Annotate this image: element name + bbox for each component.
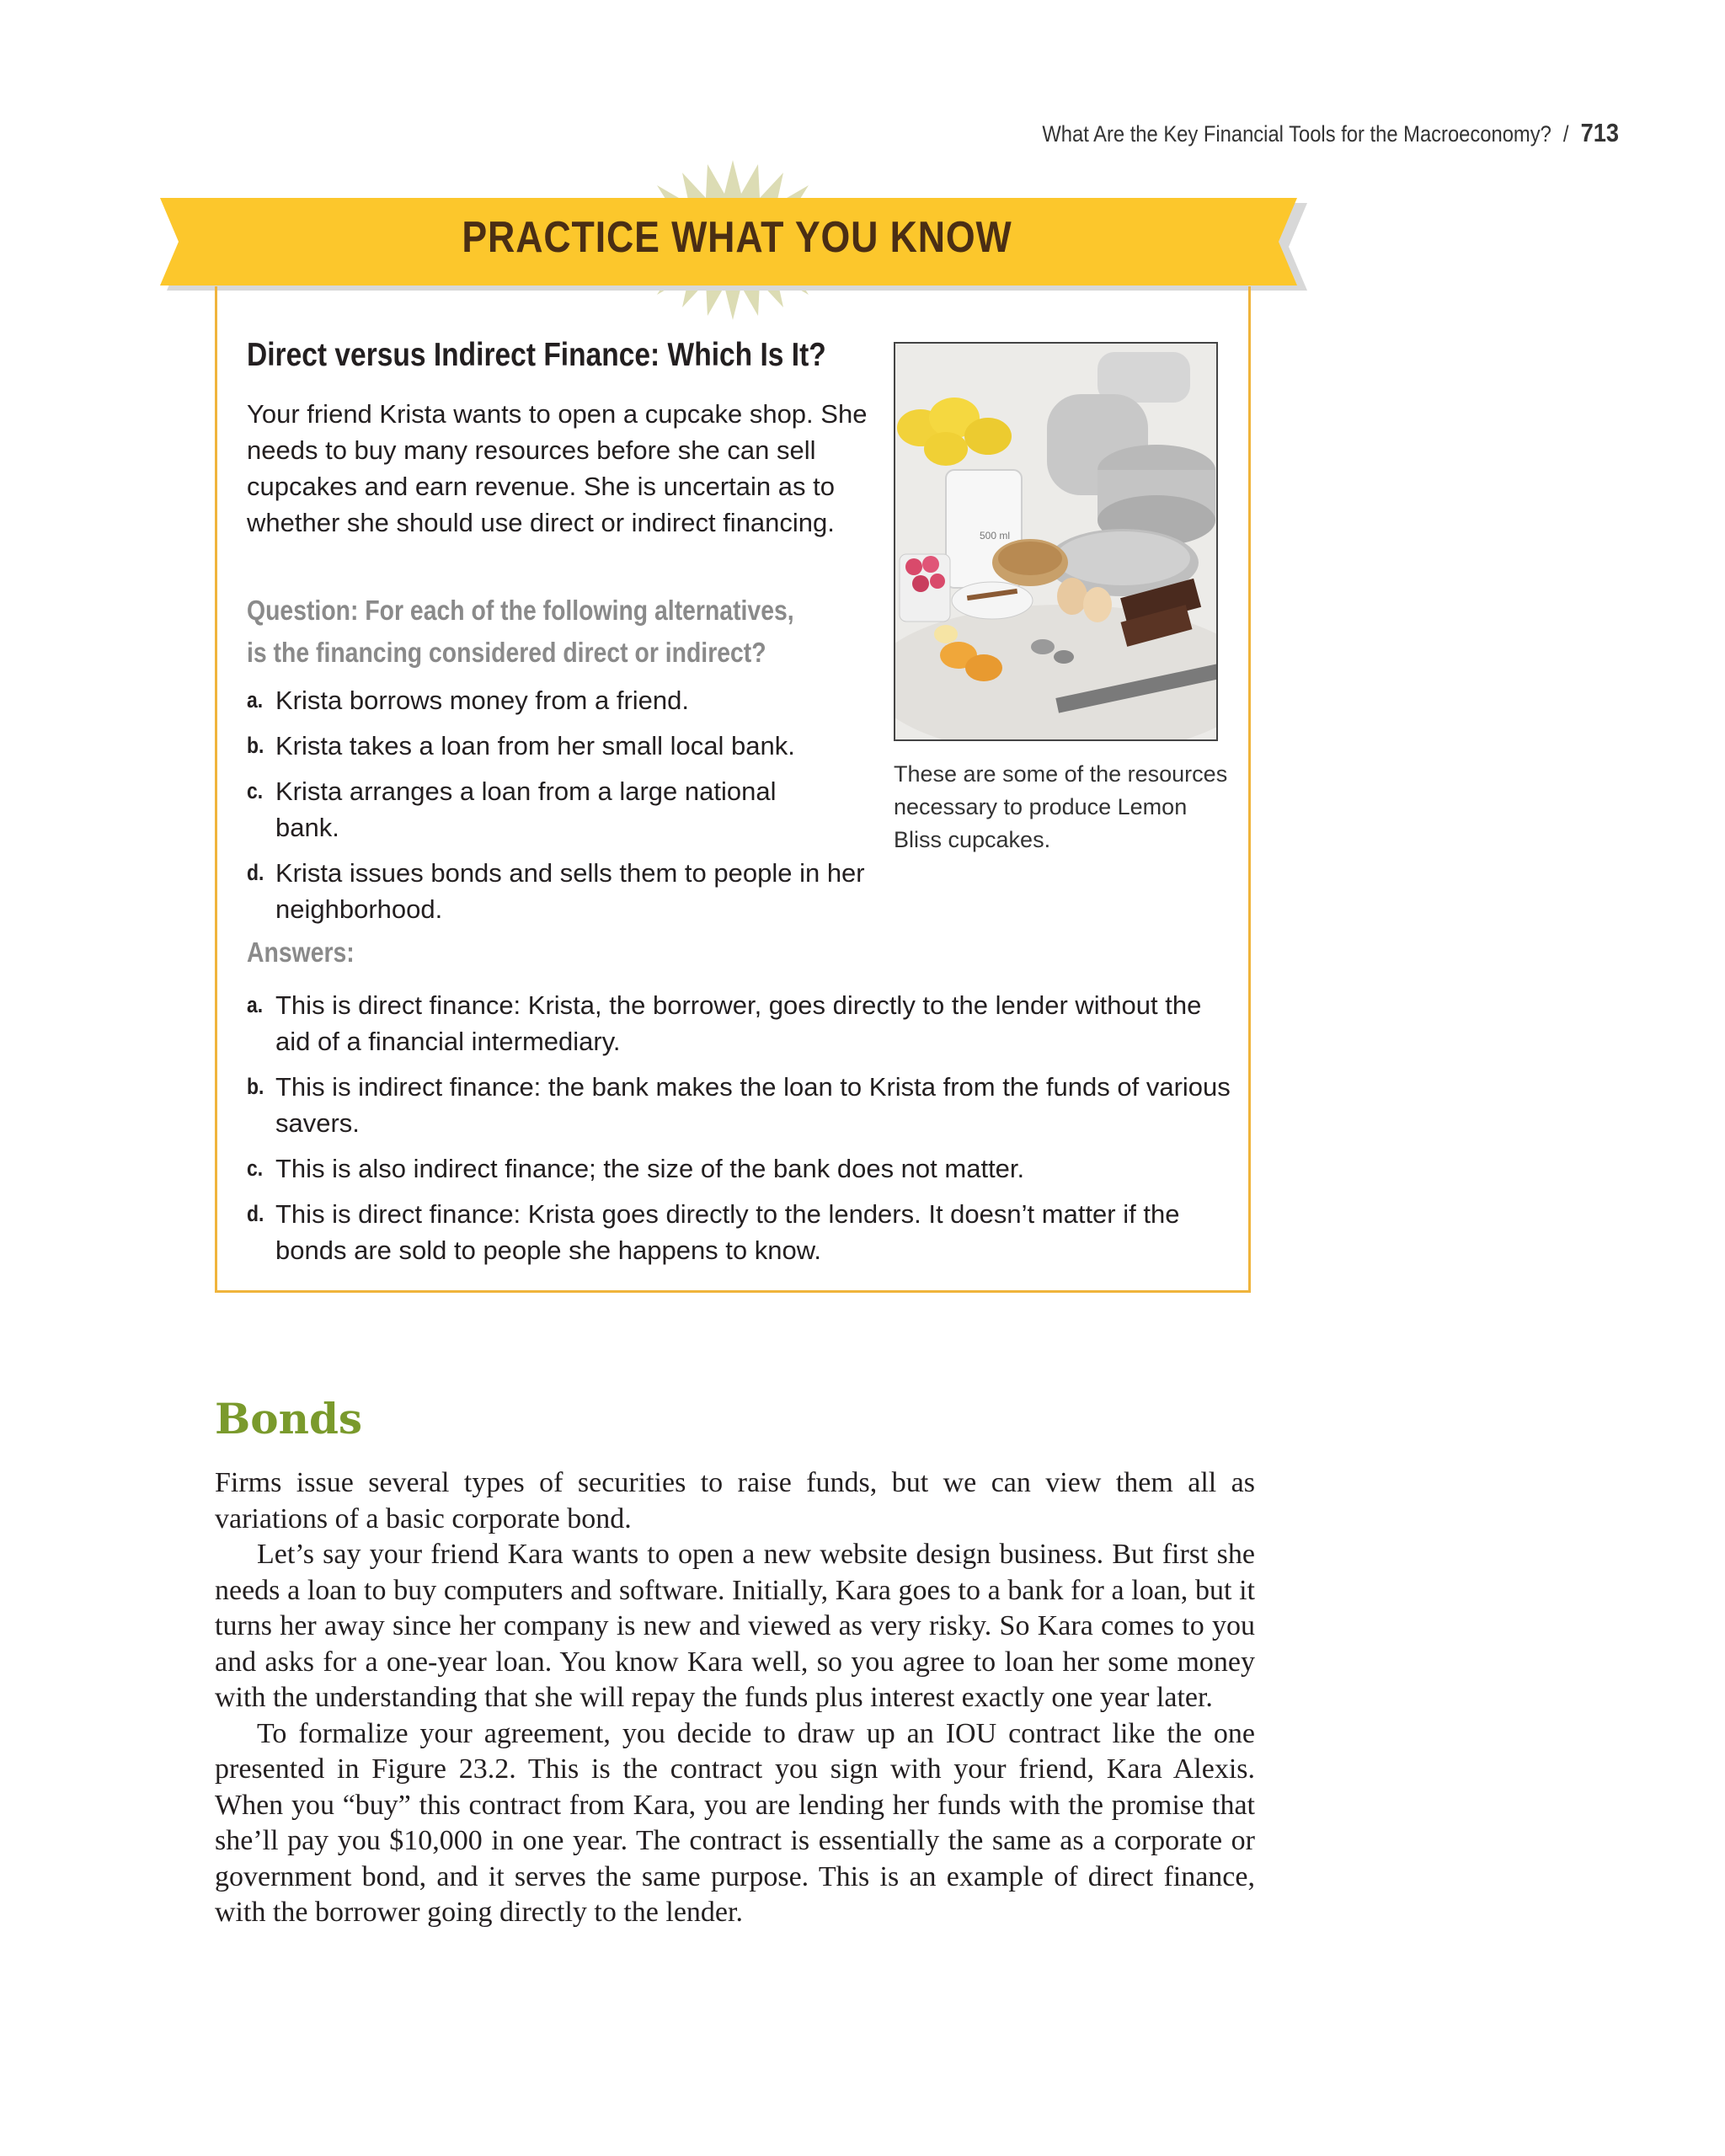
list-item bbox=[247, 1069, 1236, 1141]
item-text: This is also indirect finance; the size of the bank does not matter. bbox=[275, 1154, 1025, 1183]
item-text: Krista takes a loan from her small local bank. bbox=[275, 731, 795, 760]
running-head-title: What Are the Key Financial Tools for the Macroeconomy? bbox=[1042, 121, 1551, 147]
list-item bbox=[247, 855, 899, 927]
alternatives-list bbox=[247, 682, 887, 937]
item-label: c. bbox=[247, 1155, 264, 1181]
bonds-body bbox=[215, 1465, 1255, 1931]
item-text: Krista borrows money from a friend. bbox=[275, 686, 690, 715]
item-text: Krista arranges a loan from a large national bank. bbox=[275, 776, 777, 842]
item-label: a. bbox=[247, 687, 264, 712]
list-item bbox=[247, 728, 887, 764]
list-item bbox=[247, 682, 887, 718]
running-head-separator: / bbox=[1562, 121, 1569, 147]
list-item bbox=[247, 1196, 1236, 1268]
jug-label: 500 ml bbox=[980, 530, 1011, 542]
item-text: This is direct finance: Krista, the borrower, goes directly to the lender without the aid of a financial intermediary. bbox=[275, 990, 1202, 1056]
item-label: b. bbox=[247, 1074, 264, 1099]
paragraph: Let’s say your friend Kara wants to open a new website design business. But first she needs a loan to buy computers and software. Initially, Kara goes to a bank for a loan, but it turns her away since her company is new and viewed as very risky. So Kara comes to you and asks for a one-year loan. You know Kara well, so you agree to loan her some money with the understanding that she will repay the funds plus interest exactly one year later. bbox=[215, 1539, 1255, 1713]
item-label: b. bbox=[247, 733, 264, 758]
item-text: Krista issues bonds and sells them to people in her neighborhood. bbox=[275, 858, 865, 924]
item-label: c. bbox=[247, 778, 264, 803]
answers-label: Answers: bbox=[247, 937, 355, 968]
practice-intro: Your friend Krista wants to open a cupcake shop. She needs to buy many resources before she can sell cupcakes and earn revenue. She is uncertain as to whether she should use direct or indirect financing. bbox=[247, 399, 868, 537]
photo-caption: These are some of the resources necessary to produce Lemon Bliss cupcakes. bbox=[894, 761, 1228, 852]
banner-title: PRACTICE WHAT YOU KNOW bbox=[462, 213, 1012, 262]
page-number: 713 bbox=[1580, 118, 1619, 147]
item-text: This is indirect finance: the bank makes the loan to Krista from the funds of various savers. bbox=[275, 1072, 1231, 1138]
item-label: d. bbox=[247, 1201, 264, 1226]
item-text: This is direct finance: Krista goes directly to the lenders. It doesn’t matter if the bonds are sold to people she happens to know. bbox=[275, 1199, 1180, 1265]
running-head bbox=[1042, 118, 1619, 148]
item-label: a. bbox=[247, 992, 264, 1017]
list-item bbox=[247, 987, 1236, 1059]
practice-heading: Direct versus Indirect Finance: Which Is It? bbox=[247, 337, 826, 373]
list-item bbox=[247, 1150, 1236, 1187]
cupcake-resources-photo bbox=[894, 342, 1218, 741]
practice-question: Question: For each of the following alternatives, is the financing considered direct or indirect? bbox=[247, 595, 794, 668]
baking-ingredients-illustration bbox=[895, 344, 1216, 739]
paragraph: To formalize your agreement, you decide to draw up an IOU contract like the one presented in Figure 23.2. This is the contract you sign with your friend, Kara Alexis. When you “buy” this contract from Kara, you are lending her funds with the promise that she’ll pay you $10,000 in one year. The contract is essentially the same as a corporate or government bond, and it serves the same purpose. This is an example of direct finance, with the borrower going directly to the lender. bbox=[215, 1717, 1255, 1928]
paragraph: Firms issue several types of securities to raise funds, but we can view them all as variations of a basic corporate bond. bbox=[215, 1467, 1255, 1534]
section-title: Bonds bbox=[215, 1394, 363, 1444]
answers-list bbox=[247, 987, 1231, 1278]
list-item bbox=[247, 773, 840, 846]
item-label: d. bbox=[247, 860, 264, 885]
